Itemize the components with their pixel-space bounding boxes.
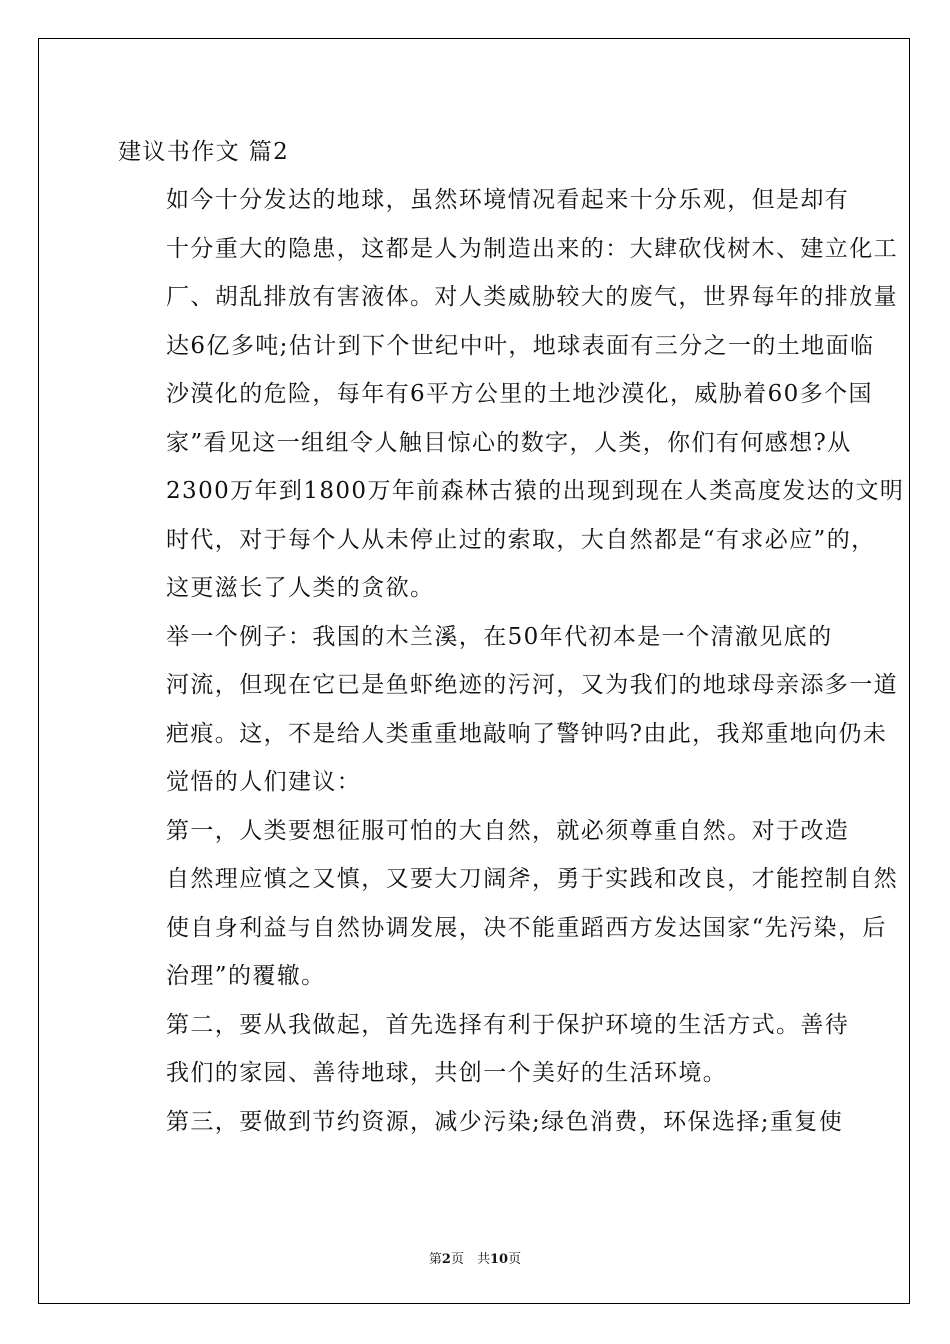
document-body — [118, 128, 905, 1146]
total-page-count: 10 — [489, 1252, 509, 1267]
text-line: 厂、胡乱排放有害液体。对人类威胁较大的废气，世界每年的排放量 — [166, 284, 898, 310]
text-line: 治理”的覆辙。 — [166, 963, 326, 989]
text-line: 使自身利益与自然协调发展，决不能重蹈西方发达国家“先污染，后 — [166, 914, 887, 941]
text-line: 沙漠化的危险，每年有6平方公里的土地沙漠化，威胁着60多个国 — [166, 381, 873, 407]
text-line: 自然理应慎之又慎，又要大刀阔斧，勇于实践和改良，才能控制自然 — [166, 866, 898, 892]
text-line: 觉悟的人们建议： — [166, 769, 362, 795]
paragraph-2 — [118, 613, 898, 807]
text-line: 疤痕。这，不是给人类重重地敲响了警钟吗?由此，我郑重地向仍未 — [166, 720, 888, 747]
text-line: 家”看见这一组组令人触目惊心的数字，人类，你们有何感想?从 — [166, 429, 852, 456]
text-line: 时代，对于每个人从未停止过的索取，大自然都是“有求必应”的， — [166, 526, 876, 553]
document-heading: 建议书作文 篇2 — [118, 139, 290, 165]
paragraph-4 — [118, 1001, 850, 1098]
footer-middle: 页 共 — [450, 1252, 490, 1267]
footer-prefix: 第 — [428, 1252, 442, 1267]
text-line: 我们的家园、善待地球，共创一个美好的生活环境。 — [166, 1060, 728, 1086]
footer-suffix: 页 — [508, 1252, 522, 1267]
page-footer — [0, 1248, 950, 1267]
paragraph-1 — [118, 176, 905, 613]
text-line: 举一个例子：我国的木兰溪，在50年代初本是一个清澈见底的 — [166, 623, 833, 650]
text-line: 如今十分发达的地球，虽然环境情况看起来十分乐观，但是却有 — [166, 187, 850, 213]
paragraph-3 — [118, 807, 898, 1001]
text-line: 第三，要做到节约资源，减少污染;绿色消费，环保选择;重复使 — [166, 1108, 844, 1135]
current-page-number: 2 — [441, 1252, 451, 1267]
text-line: 第二，要从我做起，首先选择有利于保护环境的生活方式。善待 — [166, 1011, 850, 1038]
paragraph-5 — [118, 1098, 844, 1147]
text-line: 达6亿多吨;估计到下个世纪中叶，地球表面有三分之一的土地面临 — [166, 332, 875, 359]
text-line: 河流，但现在它已是鱼虾绝迹的污河，又为我们的地球母亲添多一道 — [166, 672, 898, 698]
text-line: 这更滋长了人类的贪欲。 — [166, 575, 435, 601]
text-line: 十分重大的隐患，这都是人为制造出来的：大肆砍伐树木、建立化工 — [166, 235, 898, 262]
text-line: 第一，人类要想征服可怕的大自然，就必须尊重自然。对于改造 — [166, 817, 850, 844]
text-line: 2300万年到1800万年前森林古猿的出现到现在人类高度发达的文明 — [166, 478, 905, 504]
